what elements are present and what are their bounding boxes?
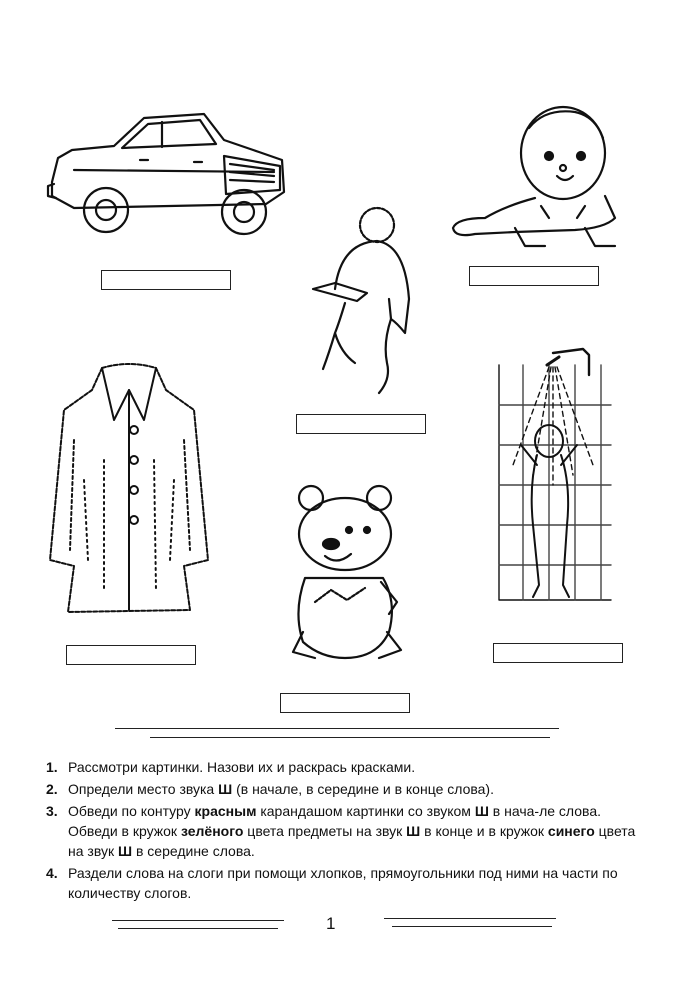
instruction-emphasis: синего bbox=[547, 823, 595, 839]
instruction-text bbox=[68, 757, 646, 777]
top-separator-line-2 bbox=[150, 737, 550, 738]
instruction-emphasis: красным bbox=[194, 803, 257, 819]
instruction-item bbox=[46, 863, 646, 903]
instruction-fragment: цвета предметы на звук bbox=[243, 823, 407, 839]
shower-syllable-box[interactable] bbox=[493, 643, 623, 663]
bottom-right-line-2 bbox=[392, 926, 552, 927]
car-syllable-box[interactable] bbox=[101, 270, 231, 290]
instruction-item bbox=[46, 801, 646, 861]
instruction-emphasis: Ш bbox=[218, 781, 233, 797]
instruction-number: 2. bbox=[46, 781, 58, 797]
instruction-fragment: цвета на звук bbox=[68, 823, 636, 859]
instruction-emphasis: зелёного bbox=[180, 823, 244, 839]
instruction-text bbox=[68, 801, 646, 861]
instruction-fragment: Определи место звука bbox=[68, 781, 219, 797]
bottom-right-line bbox=[384, 918, 556, 919]
instruction-item bbox=[46, 779, 646, 799]
fur-coat-syllable-box[interactable] bbox=[66, 645, 196, 665]
instruction-fragment: в середине слова. bbox=[132, 843, 255, 859]
baby-picture bbox=[445, 98, 625, 258]
instructions-list bbox=[46, 757, 646, 905]
instruction-fragment: (в начале, в середине и в конце слова). bbox=[232, 781, 494, 797]
bottom-left-line bbox=[112, 920, 284, 921]
shower-picture bbox=[493, 345, 618, 615]
instruction-fragment: Обведи по контуру bbox=[68, 803, 195, 819]
bear-syllable-box[interactable] bbox=[280, 693, 410, 713]
hat-syllable-box[interactable] bbox=[296, 414, 426, 434]
instruction-text bbox=[68, 779, 646, 799]
instruction-emphasis: Ш bbox=[117, 843, 133, 859]
instruction-fragment: в конце и в кружок bbox=[420, 823, 548, 839]
hat-picture bbox=[305, 203, 415, 403]
bottom-left-line-2 bbox=[118, 928, 278, 929]
instruction-fragment: карандашом картинки со звуком bbox=[256, 803, 475, 819]
bear-picture bbox=[285, 482, 405, 672]
instruction-item bbox=[46, 757, 646, 777]
car-picture bbox=[44, 100, 289, 240]
instruction-fragment: в нача-ле слова. Обведи в кружок bbox=[68, 803, 601, 839]
instruction-number: 3. bbox=[46, 803, 58, 819]
fur-coat-picture bbox=[44, 360, 214, 620]
instruction-number: 4. bbox=[46, 865, 58, 881]
instruction-fragment: Раздели слова на слоги при помощи хлопков, прямоугольники под ними на части по количеству слогов. bbox=[68, 865, 618, 901]
instruction-emphasis: Ш bbox=[474, 803, 489, 819]
instruction-fragment: Рассмотри картинки. Назови их и раскрась красками. bbox=[68, 759, 416, 775]
instruction-text bbox=[68, 863, 646, 903]
instruction-emphasis: Ш bbox=[406, 823, 421, 839]
baby-syllable-box[interactable] bbox=[469, 266, 599, 286]
page-number: 1 bbox=[326, 914, 336, 933]
top-separator-line bbox=[115, 728, 559, 729]
instruction-number: 1. bbox=[46, 759, 58, 775]
